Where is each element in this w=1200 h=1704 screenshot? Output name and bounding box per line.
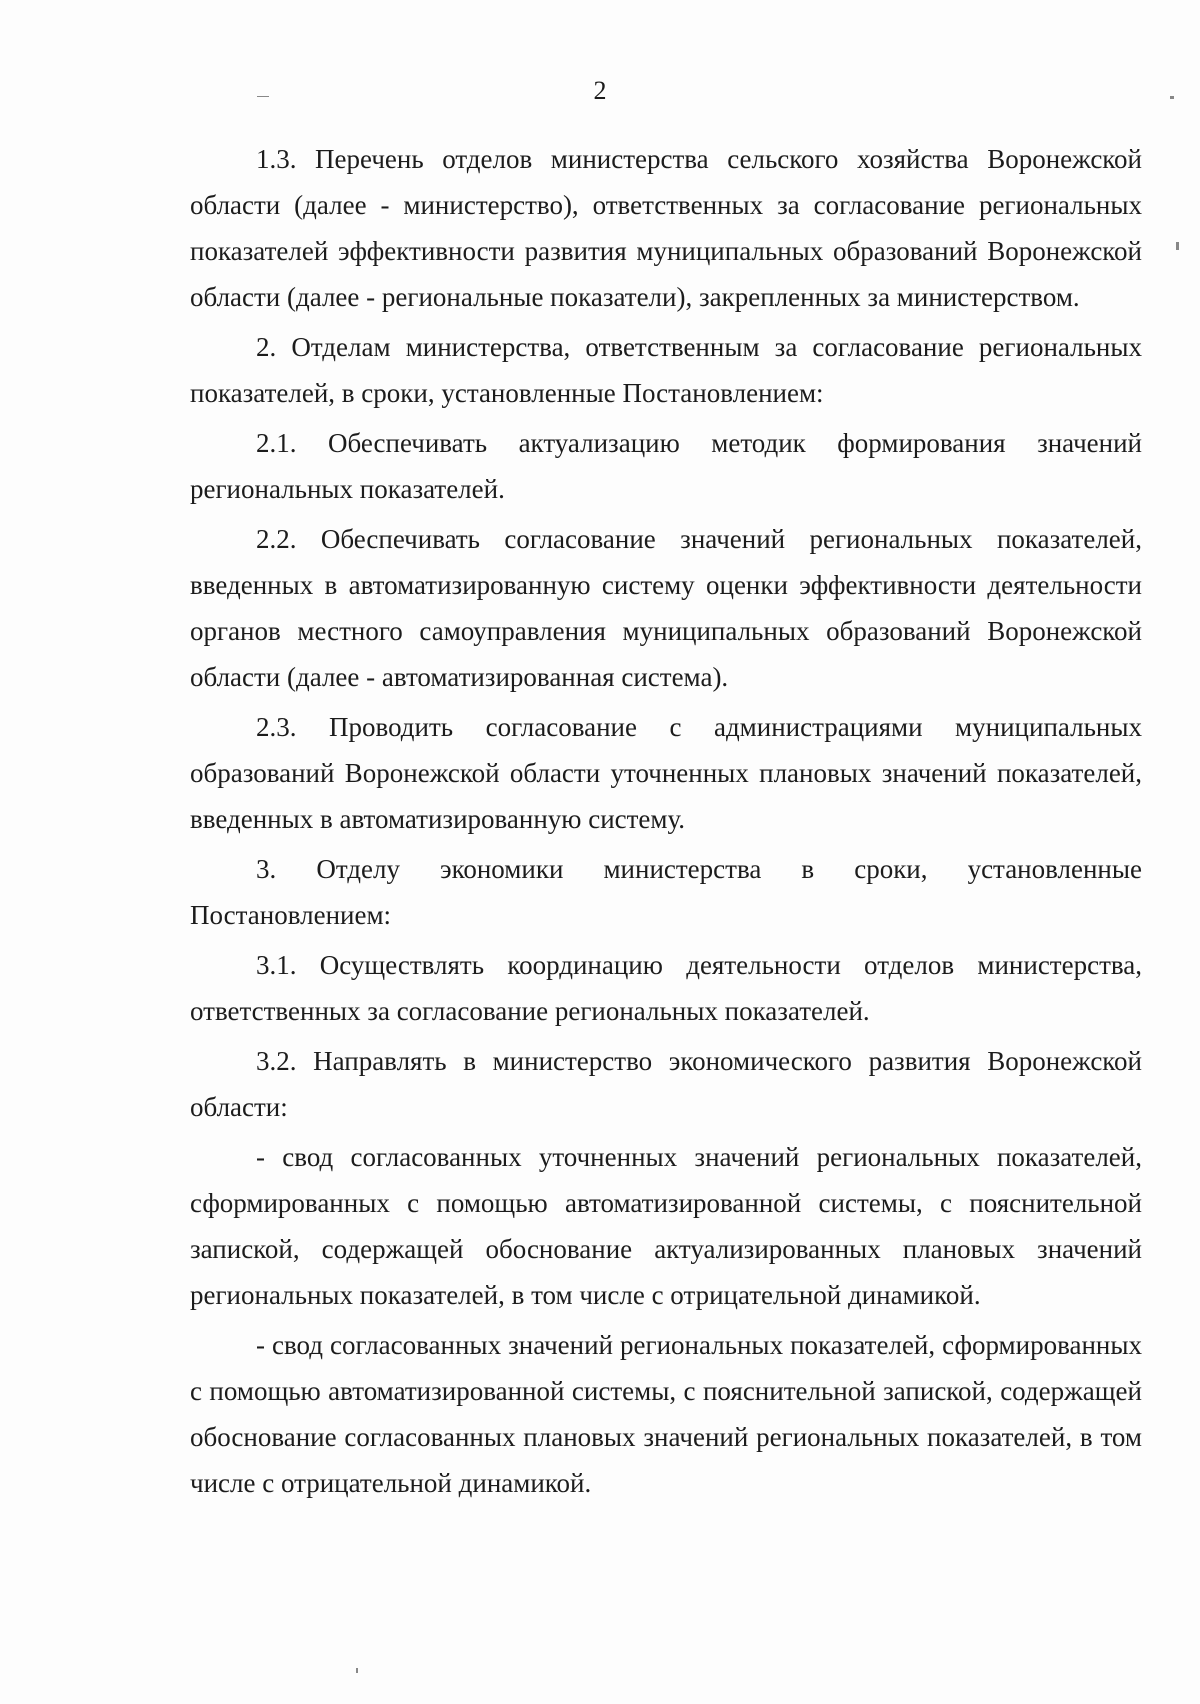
paragraph-2-2: 2.2. Обеспечивать согласование значений региональных показателей, введенных в автоматизированную систему оценки эффективности деятельности органов местного самоуправления муниципальных образований Воронежской области (далее - автоматизированная система). — [190, 524, 1142, 692]
paragraph-2-3: 2.3. Проводить согласование с администрациями муниципальных образований Воронежской области уточненных плановых значений показателей, введенных в автоматизированную систему. — [190, 712, 1142, 834]
paragraph-1-3: 1.3. Перечень отделов министерства сельского хозяйства Воронежской области (далее - министерство), ответственных за согласование региональных показателей эффективности развития муниципальных образований Воронежской области (далее - региональные показатели), закрепленных за министерством. — [190, 144, 1142, 312]
paragraph-3-1: 3.1. Осуществлять координацию деятельности отделов министерства, ответственных за согласование региональных показателей. — [190, 950, 1142, 1026]
paragraph-2: 2. Отделам министерства, ответственным за согласование региональных показателей, в сроки, установленные Постановлением: — [190, 332, 1142, 408]
list-item-actualized-values: - свод согласованных уточненных значений региональных показателей, сформированных с помощью автоматизированной системы, с пояснительной запиской, содержащей обоснование актуализированных плановых значений региональных показателей, в том числе с отрицательной динамикой. — [190, 1142, 1142, 1310]
list-item-agreed-values: - свод согласованных значений региональных показателей, сформированных с помощью автоматизированной системы, с пояснительной запиской, содержащей обоснование согласованных плановых значений региональных показателей, в том числе с отрицательной динамикой. — [190, 1330, 1142, 1498]
document-body — [190, 136, 1142, 1510]
page-number: 2 — [593, 76, 607, 105]
paragraph-3-2: 3.2. Направлять в министерство экономического развития Воронежской области: — [190, 1046, 1142, 1122]
paragraph-2-1: 2.1. Обеспечивать актуализацию методик формирования значений региональных показателей. — [190, 428, 1142, 504]
paragraph-3: 3. Отделу экономики министерства в сроки, установленные Постановлением: — [190, 854, 1142, 930]
scan-artifact — [356, 1668, 358, 1673]
scan-artifact — [1176, 242, 1179, 250]
